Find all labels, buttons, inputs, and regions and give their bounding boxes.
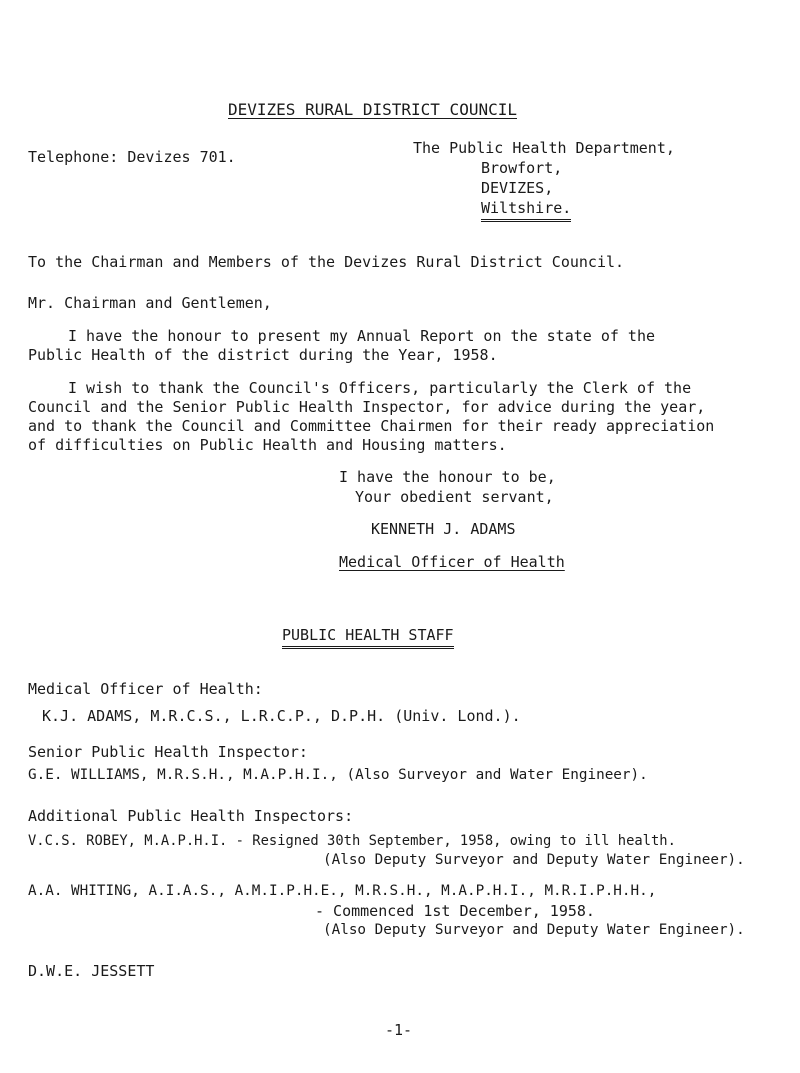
- moh-name: K.J. ADAMS, M.R.C.S., L.R.C.P., D.P.H. (Univ. Lond.).: [42, 707, 521, 725]
- closing: I have the honour to be,: [339, 468, 556, 486]
- para2-line-3: and to thank the Council and Committee Chairmen for their ready appreciation: [28, 417, 715, 435]
- additional-label: Additional Public Health Inspectors:: [28, 807, 354, 825]
- signatory-title: Medical Officer of Health: [339, 553, 565, 571]
- whiting-line-3: (Also Deputy Surveyor and Deputy Water Engineer).: [323, 922, 745, 938]
- addressee: To the Chairman and Members of the Devizes Rural District Council.: [28, 253, 625, 271]
- salutation: Mr. Chairman and Gentlemen,: [28, 294, 272, 312]
- whiting-line-2: - Commenced 1st December, 1958.: [315, 902, 595, 920]
- para2-line-4: of difficulties on Public Health and Housing matters.: [28, 436, 507, 454]
- senior-label: Senior Public Health Inspector:: [28, 743, 308, 761]
- signature: KENNETH J. ADAMS: [371, 520, 516, 538]
- servant: Your obedient servant,: [355, 488, 554, 506]
- robey-line-2: (Also Deputy Surveyor and Deputy Water Engineer).: [323, 852, 745, 868]
- para1-line-2: Public Health of the district during the Year, 1958.: [28, 346, 498, 364]
- senior-name: G.E. WILLIAMS, M.R.S.H., M.A.P.H.I., (Also Surveyor and Water Engineer).: [28, 767, 648, 783]
- staff-heading: PUBLIC HEALTH STAFF: [282, 625, 454, 649]
- address-line-2: Browfort,: [481, 159, 563, 177]
- council-title: DEVIZES RURAL DISTRICT COUNCIL: [228, 100, 517, 119]
- address-line-4: Wiltshire.: [481, 198, 571, 222]
- address-line-3: DEVIZES,: [481, 179, 554, 197]
- page-number: -1-: [385, 1021, 413, 1039]
- whiting-line-1: A.A. WHITING, A.I.A.S., A.M.I.P.H.E., M.R.S.H., M.A.P.H.I., M.R.I.P.H.H.,: [28, 883, 657, 899]
- para2-line-1: I wish to thank the Council's Officers, particularly the Clerk of the: [68, 379, 692, 397]
- robey-line-1: V.C.S. ROBEY, M.A.P.H.I. - Resigned 30th September, 1958, owing to ill health.: [28, 833, 676, 849]
- para1-line-1: I have the honour to present my Annual Report on the state of the: [68, 327, 655, 345]
- address-line-1: The Public Health Department,: [413, 139, 675, 157]
- moh-label: Medical Officer of Health:: [28, 680, 263, 698]
- para2-line-2: Council and the Senior Public Health Inspector, for advice during the year,: [28, 398, 706, 416]
- jessett: D.W.E. JESSETT: [28, 962, 155, 980]
- telephone: Telephone: Devizes 701.: [28, 148, 236, 166]
